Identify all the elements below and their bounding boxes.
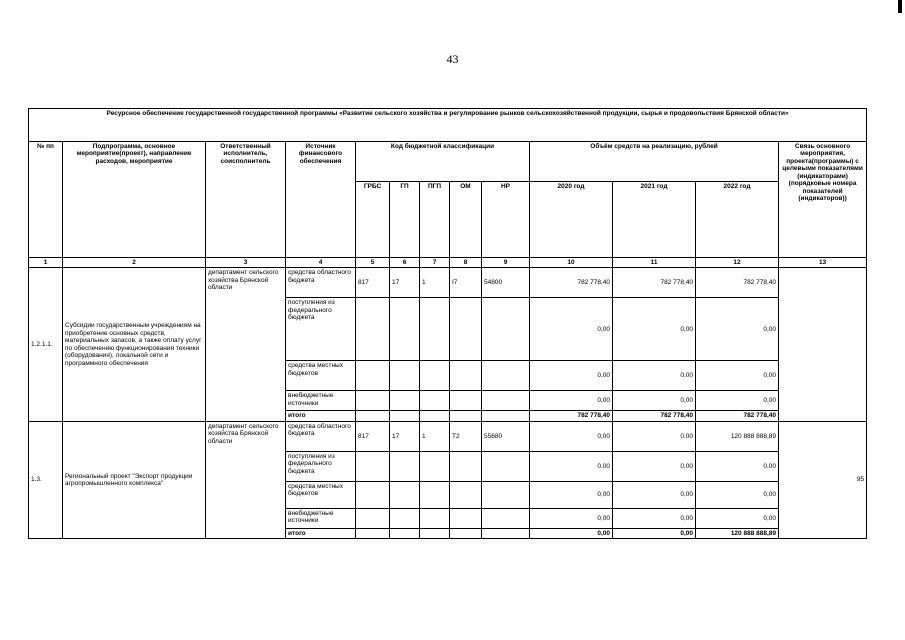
amount-2022: 0,00 [696, 391, 779, 411]
amount-2020: 0,00 [530, 391, 613, 411]
total-2022: 782 778,40 [696, 411, 779, 421]
header-executor: Ответственный исполнитель, соисполнитель [206, 142, 286, 258]
header-num: № пп [29, 142, 63, 258]
measure-name: Региональный проект "Экспорт продукции агропромышленного комплекса" [63, 421, 206, 538]
table-row [29, 268, 867, 298]
amount-2020: 0,00 [530, 298, 613, 361]
scan-mark [898, 0, 902, 13]
header-gp: ГП [390, 182, 420, 258]
indicator-link: 95 [779, 421, 867, 538]
amount-2022: 0,00 [696, 298, 779, 361]
column-number: 7 [420, 258, 450, 268]
amount-2022: 0,00 [696, 508, 779, 528]
funding-source: поступления из федерального бюджета [286, 451, 356, 481]
amount-2020: 0,00 [530, 508, 613, 528]
funding-source-total: итого [286, 411, 356, 421]
executor: департамент сельского хозяйства Брянской области [206, 268, 286, 421]
total-2021: 782 778,40 [613, 411, 696, 421]
amount-2022: 0,00 [696, 451, 779, 481]
funding-source: средства областного бюджета [286, 268, 356, 298]
code-pgp: 1 [420, 268, 450, 298]
total-2022: 120 888 888,89 [696, 528, 779, 538]
amount-2022: 782 778,40 [696, 268, 779, 298]
total-2020: 0,00 [530, 528, 613, 538]
amount-2020: 0,00 [530, 481, 613, 508]
amount-2021: 0,00 [613, 508, 696, 528]
column-number: 3 [206, 258, 286, 268]
column-number: 13 [779, 258, 867, 268]
amount-2021: 0,00 [613, 298, 696, 361]
column-number: 11 [613, 258, 696, 268]
amount-2022: 120 888 888,89 [696, 421, 779, 451]
measure-name: Субсидии государственным учреждениям на приобретение основных средств, материальных запасов, а также оплату услуг по обеспечению функционирования техники (оборудования), локальной сети и программного обеспечения [63, 268, 206, 421]
header-2021: 2021 год [613, 182, 696, 258]
code-gp: 17 [390, 268, 420, 298]
code-grbs: 817 [356, 421, 390, 451]
column-number: 8 [450, 258, 482, 268]
funding-source: средства местных бюджетов [286, 481, 356, 508]
column-number: 5 [356, 258, 390, 268]
column-number: 2 [63, 258, 206, 268]
header-nr: НР [482, 182, 530, 258]
column-number: 12 [696, 258, 779, 268]
column-number: 1 [29, 258, 63, 268]
resource-table [28, 108, 867, 539]
table-title: Ресурсное обеспечение государственной государственной программы «Развитие сельского хозяйства и регулирование рынков сельскохозяйственной продукции, сырья и продовольствия Брянской области» [29, 109, 867, 142]
header-link: Связь основного мероприятия, проекта(программы) с целевыми показателями (индикаторами) (порядковые номера показателей (индикаторов)) [779, 142, 867, 258]
funding-source: средства местных бюджетов [286, 361, 356, 391]
header-volume: Объём средств на реализацию, рублей [530, 142, 779, 182]
header-budget-code: Код бюджетной классификации [356, 142, 530, 182]
amount-2021: 0,00 [613, 421, 696, 451]
amount-2021: 782 778,40 [613, 268, 696, 298]
header-source: Источник финансового обеспечения [286, 142, 356, 258]
amount-2020: 0,00 [530, 421, 613, 451]
amount-2020: 0,00 [530, 451, 613, 481]
header-pgp: ПГП [420, 182, 450, 258]
executor: департамент сельского хозяйства Брянской области [206, 421, 286, 538]
page-number: 43 [446, 52, 459, 66]
total-2020: 782 778,40 [530, 411, 613, 421]
column-number: 4 [286, 258, 356, 268]
funding-source: поступления из федерального бюджета [286, 298, 356, 361]
indicator-link [779, 268, 867, 421]
code-gp: 17 [390, 421, 420, 451]
header-2022: 2022 год [696, 182, 779, 258]
header-2020: 2020 год [530, 182, 613, 258]
header-grbs: ГРБС [356, 182, 390, 258]
column-number: 6 [390, 258, 420, 268]
funding-source: внебюджетные источники [286, 508, 356, 528]
total-2021: 0,00 [613, 528, 696, 538]
amount-2021: 0,00 [613, 361, 696, 391]
column-number-row [29, 258, 867, 268]
column-number: 10 [530, 258, 613, 268]
code-pgp: 1 [420, 421, 450, 451]
row-number: 1.2.1.1. [29, 268, 63, 421]
amount-2020: 782 778,40 [530, 268, 613, 298]
amount-2021: 0,00 [613, 481, 696, 508]
header-program: Подпрограмма, основное мероприятие(проект), направление расходов, мероприятие [63, 142, 206, 258]
funding-source-total: итого [286, 528, 356, 538]
amount-2021: 0,00 [613, 451, 696, 481]
code-nr: 54800 [482, 268, 530, 298]
amount-2020: 0,00 [530, 361, 613, 391]
amount-2021: 0,00 [613, 391, 696, 411]
amount-2022: 0,00 [696, 481, 779, 508]
table-row [29, 421, 867, 451]
code-om: I7 [450, 268, 482, 298]
code-om: T2 [450, 421, 482, 451]
code-nr: 55680 [482, 421, 530, 451]
column-number: 9 [482, 258, 530, 268]
row-number: 1.3. [29, 421, 63, 538]
code-grbs: 817 [356, 268, 390, 298]
header-om: ОМ [450, 182, 482, 258]
amount-2022: 0,00 [696, 361, 779, 391]
funding-source: средства областного бюджета [286, 421, 356, 451]
funding-source: внебюджетные источники [286, 391, 356, 411]
